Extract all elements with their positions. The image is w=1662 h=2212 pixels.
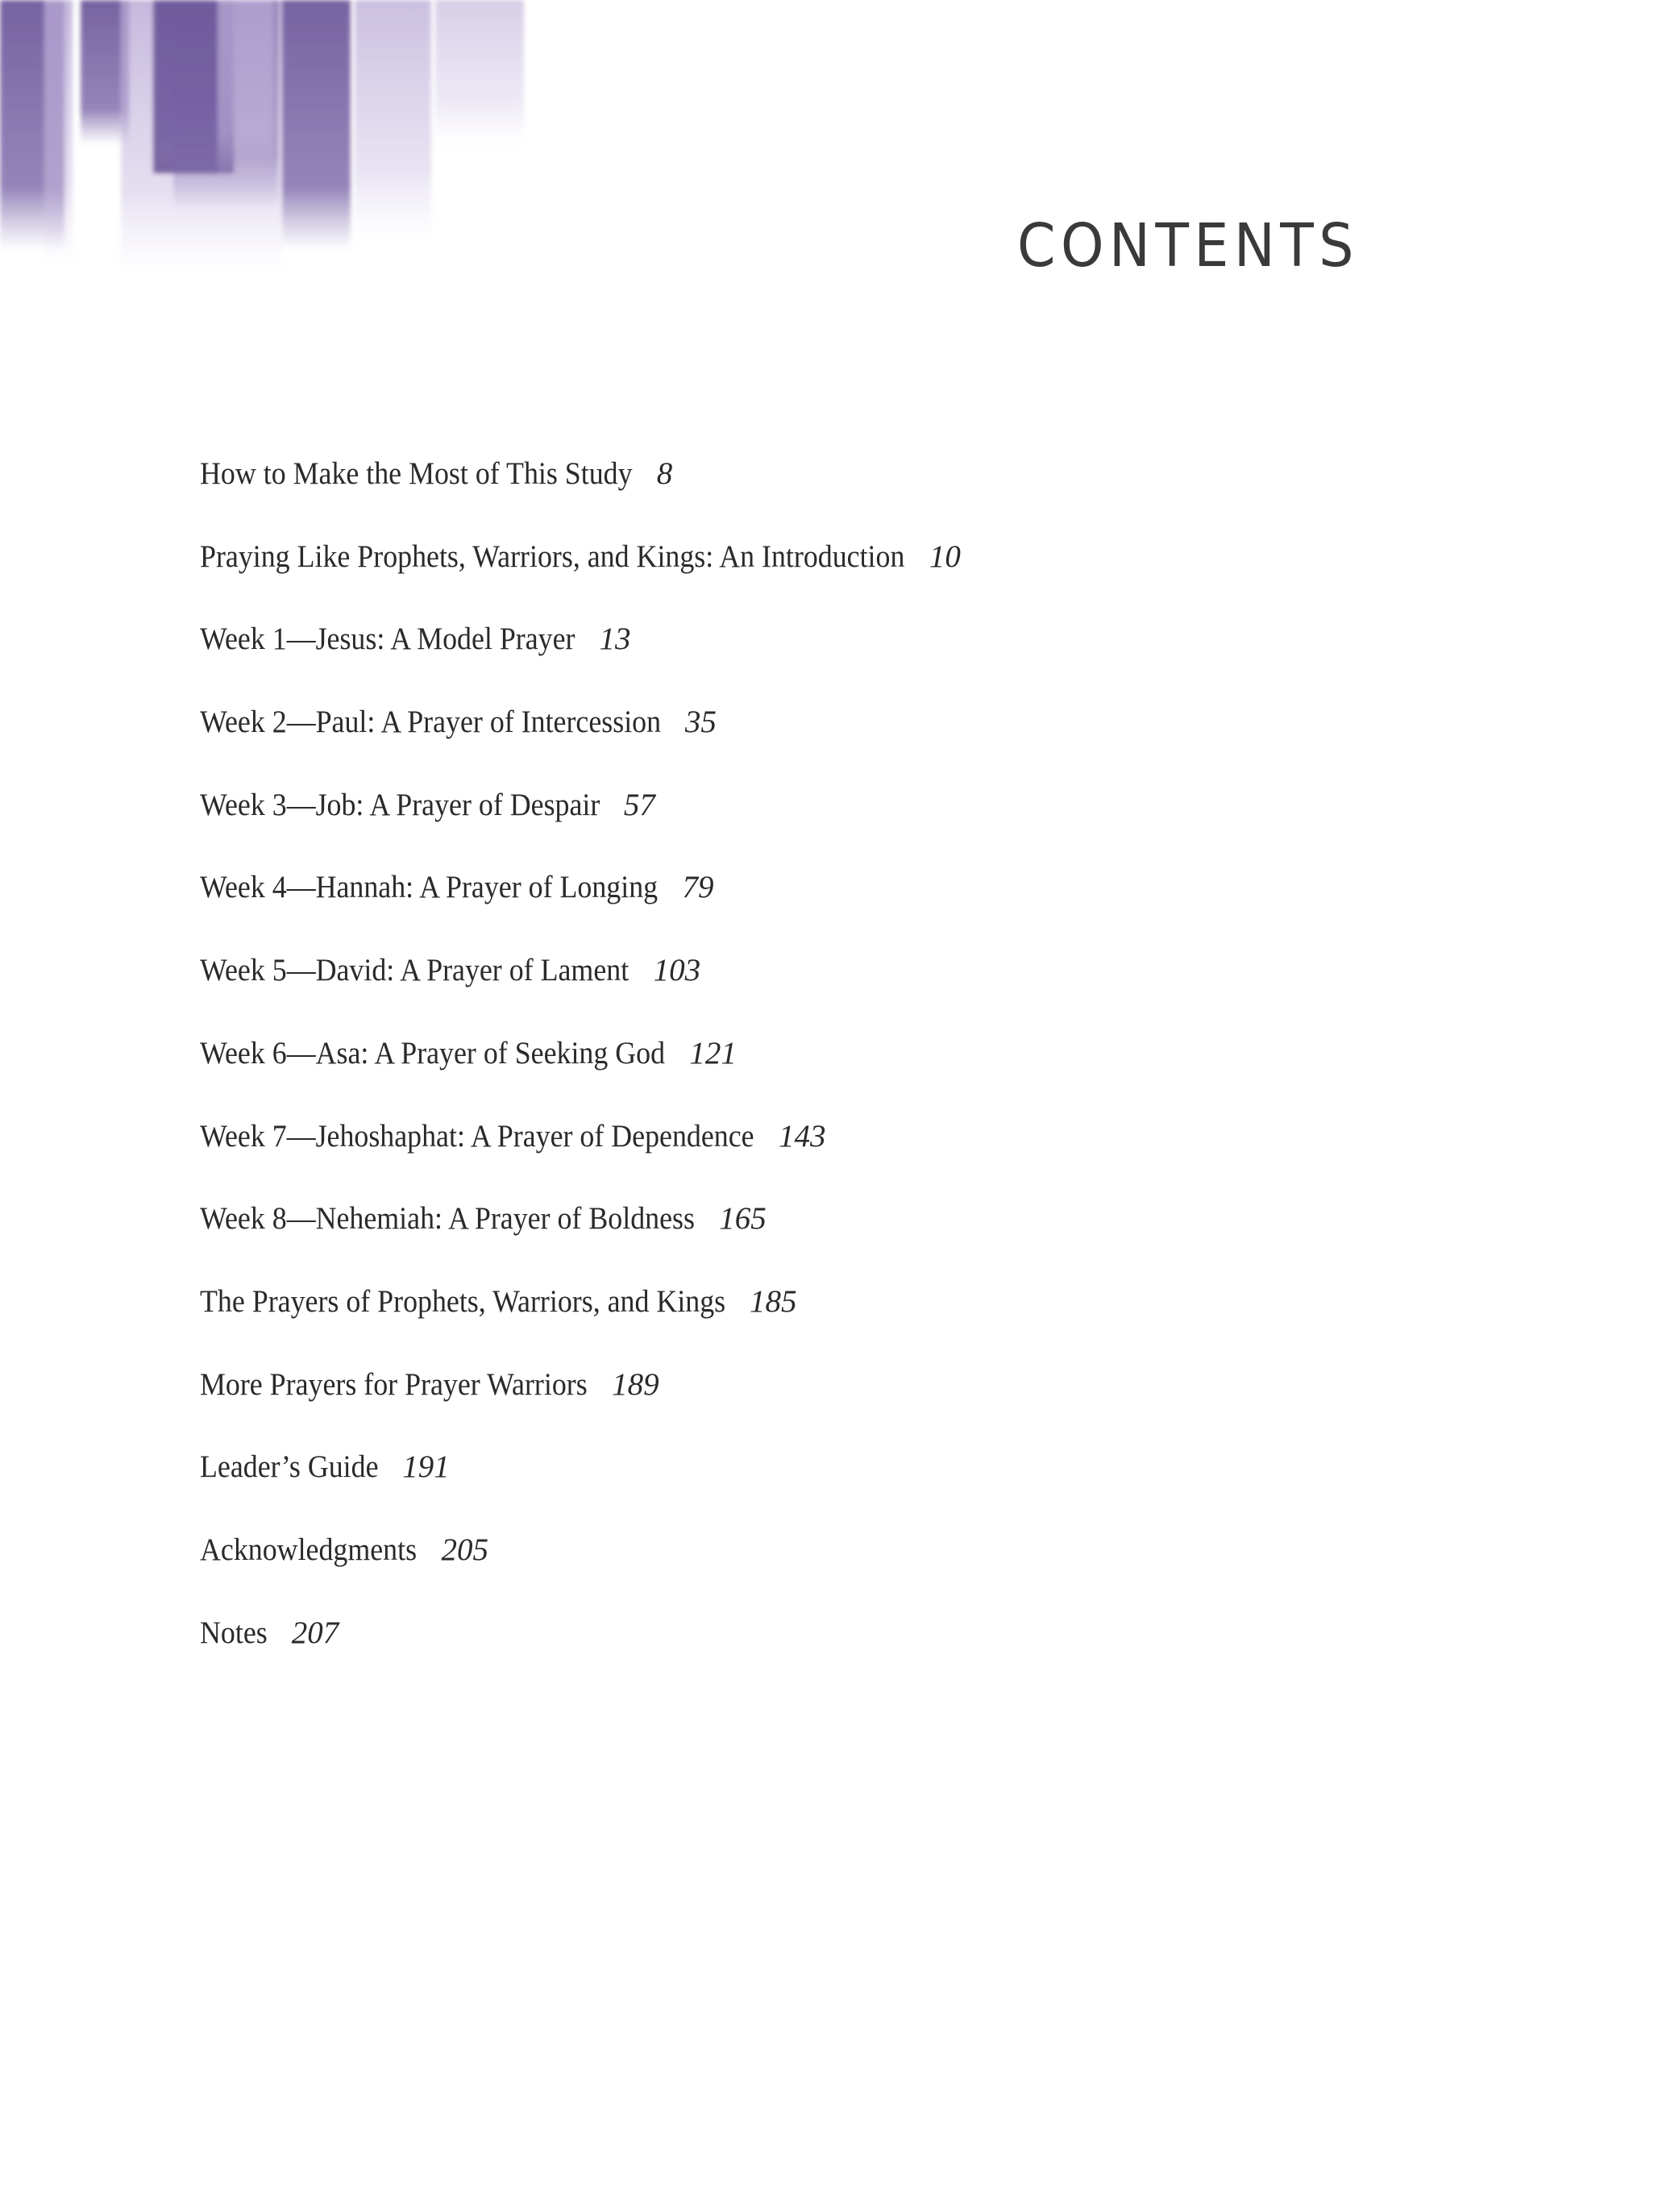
toc-entry-page-number: 10: [929, 538, 961, 574]
toc-entry-title: Praying Like Prophets, Warriors, and Kings: An Introduction: [200, 538, 905, 574]
toc-entry-page-number: 57: [623, 787, 655, 822]
toc-entry-page-number: 185: [749, 1283, 797, 1319]
toc-entry-page-number: 191: [402, 1449, 450, 1485]
toc-entry[interactable]: [200, 1526, 961, 1609]
toc-entry-title: Notes: [200, 1615, 268, 1650]
toc-entry-title: How to Make the Most of This Study: [200, 456, 633, 491]
toc-entry-title: More Prayers for Prayer Warriors: [200, 1366, 588, 1402]
toc-entry-page-number: 205: [441, 1532, 488, 1567]
toc-entry-title: Leader’s Guide: [200, 1449, 379, 1485]
toc-entry-title: The Prayers of Prophets, Warriors, and Kings: [200, 1283, 726, 1319]
toc-entry-page-number: 143: [778, 1118, 826, 1154]
toc-entry-page-number: 8: [656, 456, 673, 491]
toc-entry[interactable]: [200, 1112, 961, 1195]
toc-entry[interactable]: [200, 533, 961, 616]
toc-entry-page-number: 165: [719, 1201, 767, 1237]
toc-entry[interactable]: [200, 450, 961, 533]
toc-entry[interactable]: [200, 1195, 961, 1278]
toc-entry[interactable]: [200, 615, 961, 698]
toc-entry-title: Week 7—Jehoshaphat: A Prayer of Dependence: [200, 1118, 754, 1154]
purple-brushstroke-decoration: [0, 0, 903, 290]
toc-entry-title: Week 3—Job: A Prayer of Despair: [200, 787, 600, 822]
toc-entry-page-number: 121: [689, 1035, 737, 1071]
toc-entry[interactable]: [200, 1029, 961, 1112]
toc-entry[interactable]: [200, 946, 961, 1029]
toc-entry-title: Week 8—Nehemiah: A Prayer of Boldness: [200, 1201, 695, 1237]
table-of-contents: [200, 450, 961, 1691]
toc-entry-title: Week 4—Hannah: A Prayer of Longing: [200, 870, 659, 905]
toc-entry-title: Acknowledgments: [200, 1532, 418, 1567]
page-title: CONTENTS: [1017, 211, 1359, 281]
toc-entry-page-number: 13: [599, 622, 631, 657]
toc-entry-page-number: 35: [684, 705, 717, 740]
toc-entry[interactable]: [200, 1278, 961, 1361]
toc-entry[interactable]: [200, 698, 961, 781]
toc-entry[interactable]: [200, 781, 961, 864]
toc-entry[interactable]: [200, 863, 961, 946]
toc-entry[interactable]: [200, 1609, 961, 1692]
toc-entry-title: Week 1—Jesus: A Model Prayer: [200, 622, 575, 657]
toc-entry-title: Week 5—David: A Prayer of Lament: [200, 953, 629, 988]
toc-entry-page-number: 207: [291, 1615, 339, 1650]
toc-entry[interactable]: [200, 1443, 961, 1526]
toc-entry-title: Week 6—Asa: A Prayer of Seeking God: [200, 1035, 666, 1071]
toc-entry-page-number: 103: [653, 953, 701, 988]
toc-entry-title: Week 2—Paul: A Prayer of Intercession: [200, 705, 662, 740]
toc-entry[interactable]: [200, 1361, 961, 1444]
toc-entry-page-number: 79: [682, 870, 714, 905]
toc-entry-page-number: 189: [612, 1366, 659, 1402]
